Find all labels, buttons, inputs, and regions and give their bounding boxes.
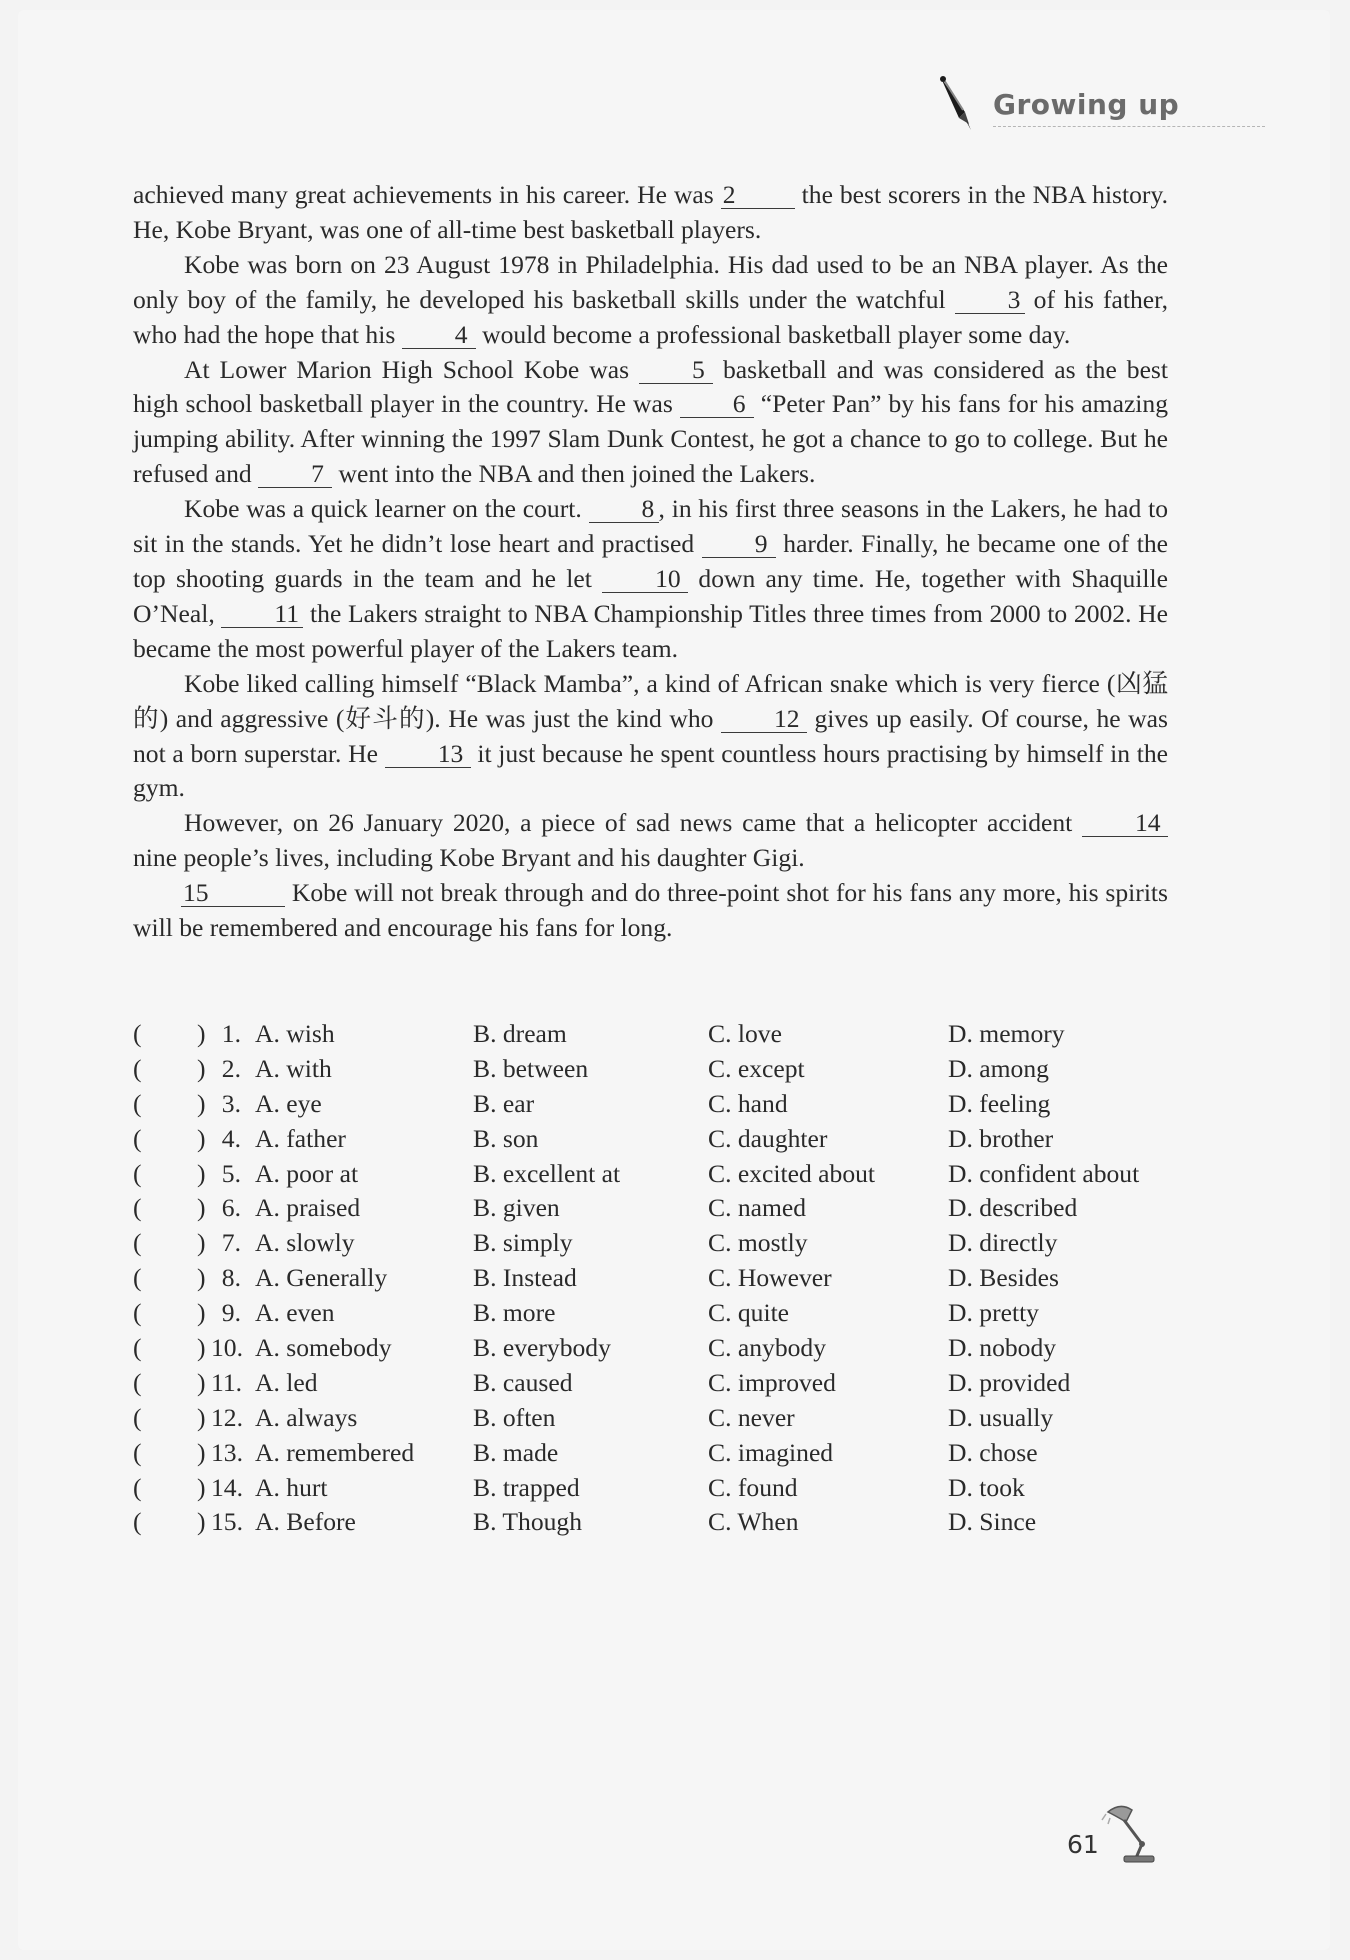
question-number: 11. [211, 1367, 243, 1397]
question-number: 3. [221, 1088, 241, 1118]
option-c[interactable]: C. quite [708, 1298, 790, 1328]
answer-paren-close: ) [197, 1123, 206, 1153]
chapter-header [935, 78, 1330, 130]
passage-text: Kobe was a quick learner on the court. [184, 494, 589, 524]
option-a[interactable]: A. always [255, 1402, 358, 1432]
answer-paren-open[interactable]: ( [133, 1158, 142, 1188]
paragraph [133, 353, 1168, 493]
blank-7[interactable]: 7 [258, 461, 332, 488]
header-rule [993, 126, 1265, 127]
answer-paren-close: ) [197, 1193, 206, 1223]
question-row [133, 1017, 1193, 1052]
option-c[interactable]: C. mostly [708, 1228, 808, 1258]
answer-paren-close: ) [197, 1472, 206, 1502]
question-number: 4. [221, 1123, 241, 1153]
option-d[interactable]: D. Besides [948, 1263, 1059, 1293]
option-c[interactable]: C. However [708, 1263, 832, 1293]
option-a[interactable]: A. hurt [255, 1472, 328, 1502]
passage-text: would become a professional basketball player some day. [475, 319, 1071, 349]
option-a[interactable]: A. Generally [255, 1263, 388, 1293]
option-c[interactable]: C. improved [708, 1367, 836, 1397]
answer-paren-close: ) [197, 1263, 206, 1293]
option-a[interactable]: A. praised [255, 1193, 361, 1223]
option-c[interactable]: C. never [708, 1402, 795, 1432]
passage-text: Kobe liked calling himself “Black Mamba”, a kind of African snake which is very fierce (凶猛的) and aggressive (好斗的). He was just the kind who [133, 668, 1168, 733]
question-row [133, 1261, 1193, 1296]
answer-paren-close: ) [197, 1402, 206, 1432]
answer-paren-close: ) [197, 1367, 206, 1397]
passage-text: nine people’s lives, including Kobe Bryant and his daughter Gigi. [133, 843, 805, 873]
passage-text: the best scorers in the NBA history. He, Kobe Bryant, was one of all-time best basketball players. [133, 180, 1168, 244]
option-d[interactable]: D. described [948, 1193, 1078, 1223]
answer-paren-close: ) [197, 1158, 206, 1188]
blank-9[interactable]: 9 [702, 531, 776, 558]
option-c[interactable]: C. daughter [708, 1123, 828, 1153]
option-a[interactable]: A. led [255, 1367, 318, 1397]
answer-paren-open[interactable]: ( [133, 1367, 142, 1397]
passage-text: achieved many great achievements in his career. He was [133, 180, 721, 209]
answer-paren-close: ) [197, 1507, 206, 1537]
option-a[interactable]: A. somebody [255, 1333, 392, 1363]
answer-paren-open[interactable]: ( [133, 1263, 142, 1293]
blank-11[interactable]: 11 [221, 601, 303, 628]
option-b[interactable]: B. son [473, 1123, 539, 1153]
option-a[interactable]: A. slowly [255, 1228, 355, 1258]
option-b[interactable]: B. dream [473, 1019, 567, 1048]
paragraph [133, 806, 1168, 876]
option-a[interactable]: A. father [255, 1123, 346, 1153]
passage-text: , in his first three seasons in the Lakers, he had to sit in the stands. Yet he didn’t lose heart and practised [133, 494, 1168, 559]
question-row [133, 1087, 1193, 1122]
option-a[interactable]: A. with [255, 1053, 332, 1083]
passage-text: the Lakers straight to NBA Championship Titles three times from 2000 to 2002. He became the most powerful player of the Lakers team. [133, 598, 1168, 663]
option-c[interactable]: C. When [708, 1507, 799, 1537]
option-b[interactable]: B. often [473, 1402, 556, 1432]
answer-paren-close: ) [197, 1228, 206, 1258]
passage-text: harder. Finally, he became one of the top shooting guards in the team and he let [133, 529, 1168, 593]
question-number: 1. [221, 1019, 241, 1048]
paragraph [133, 248, 1168, 353]
blank-2[interactable]: 2 [721, 182, 795, 209]
passage-text: “Peter Pan” by his fans for his amazing jumping ability. After winning the 1997 Slam Dunk Contest, he got a chance to go to college. But he refused and [133, 389, 1169, 489]
question-number: 10. [211, 1333, 243, 1363]
question-number: 5. [221, 1158, 241, 1188]
paragraph [133, 667, 1168, 807]
blank-13[interactable]: 13 [385, 741, 471, 768]
option-c[interactable]: C. imagined [708, 1437, 834, 1467]
option-d[interactable]: D. memory [948, 1019, 1065, 1048]
blank-3[interactable]: 3 [955, 287, 1025, 314]
passage-text: down any time. He, together with Shaquille O’Neal, [133, 563, 1168, 628]
answer-paren-open[interactable]: ( [133, 1507, 142, 1537]
option-c[interactable]: C. except [708, 1053, 805, 1083]
passage-text: basketball and was considered as the best high school basketball player in the country. He was [133, 354, 1168, 419]
option-c[interactable]: C. hand [708, 1088, 788, 1118]
question-row [133, 1157, 1193, 1192]
passage-text: went into the NBA and then joined the Lakers. [332, 459, 816, 489]
option-d[interactable]: D. nobody [948, 1333, 1057, 1363]
option-c[interactable]: C. anybody [708, 1333, 827, 1363]
page-number: 61 [1067, 1830, 1099, 1859]
option-c[interactable]: C. found [708, 1472, 798, 1502]
answer-paren-open[interactable]: ( [133, 1019, 142, 1048]
blank-15[interactable]: 15 [181, 880, 285, 907]
answer-paren-open[interactable]: ( [133, 1123, 142, 1153]
question-number: 14. [211, 1472, 243, 1502]
pen-icon [935, 74, 981, 134]
question-number: 7. [221, 1228, 241, 1258]
question-number: 8. [221, 1263, 241, 1293]
question-row [133, 1122, 1193, 1157]
paragraph [133, 876, 1168, 946]
answer-paren-open[interactable]: ( [133, 1298, 142, 1328]
answer-paren-open[interactable]: ( [133, 1088, 142, 1118]
answer-paren-open[interactable]: ( [133, 1472, 142, 1502]
answer-paren-open[interactable]: ( [133, 1053, 142, 1083]
option-c[interactable]: C. excited about [708, 1158, 876, 1188]
option-c[interactable]: C. love [708, 1019, 782, 1048]
option-b[interactable]: B. between [473, 1053, 589, 1083]
option-b[interactable]: B. everybody [473, 1333, 611, 1363]
question-options [133, 1017, 1193, 1540]
passage-text: At Lower Marion High School Kobe was [184, 354, 640, 384]
option-a[interactable]: A. wish [255, 1019, 335, 1048]
option-b[interactable]: B. trapped [473, 1472, 580, 1502]
question-number: 9. [221, 1298, 241, 1328]
passage-text: Kobe was born on 23 August 1978 in Philadelphia. His dad used to be an NBA player. As the only boy of the family, he developed his basketball skills under the watchful [133, 249, 1168, 314]
answer-paren-close: ) [197, 1019, 206, 1048]
chapter-title: Growing up [993, 88, 1180, 121]
option-d[interactable]: D. pretty [948, 1298, 1039, 1328]
question-number: 13. [211, 1437, 243, 1467]
option-b[interactable]: B. ear [473, 1088, 535, 1118]
option-b[interactable]: B. Instead [473, 1263, 577, 1293]
option-b[interactable]: B. more [473, 1298, 556, 1328]
question-row [133, 1401, 1193, 1436]
answer-paren-close: ) [197, 1333, 206, 1363]
question-number: 12. [211, 1402, 243, 1432]
option-a[interactable]: A. Before [255, 1507, 356, 1537]
question-number: 6. [221, 1193, 241, 1223]
answer-paren-open[interactable]: ( [133, 1333, 142, 1363]
option-d[interactable]: D. brother [948, 1123, 1054, 1153]
passage-text: it just because he spent countless hours practising by himself in the gym. [133, 738, 1168, 803]
option-d[interactable]: D. provided [948, 1367, 1071, 1397]
paragraph [133, 178, 1168, 248]
blank-8[interactable]: 8 [589, 496, 659, 523]
question-row [133, 1052, 1193, 1087]
option-b[interactable]: B. caused [473, 1367, 573, 1397]
option-a[interactable]: A. remembered [255, 1437, 415, 1467]
option-b[interactable]: B. Though [473, 1507, 583, 1537]
option-b[interactable]: B. excellent at [473, 1158, 621, 1188]
answer-paren-open[interactable]: ( [133, 1402, 142, 1432]
answer-paren-open[interactable]: ( [133, 1437, 142, 1467]
question-row [133, 1471, 1193, 1506]
answer-paren-close: ) [197, 1053, 206, 1083]
blank-12[interactable]: 12 [721, 706, 807, 733]
answer-paren-close: ) [197, 1088, 206, 1118]
passage-text: of his father, who had the hope that his [133, 284, 1168, 349]
answer-paren-close: ) [197, 1437, 206, 1467]
passage-text: gives up easily. Of course, he was not a born superstar. He [133, 703, 1168, 768]
blank-5[interactable]: 5 [639, 357, 713, 384]
answer-paren-close: ) [197, 1298, 206, 1328]
option-b[interactable]: B. given [473, 1193, 560, 1223]
option-d[interactable]: D. chose [948, 1437, 1038, 1467]
option-d[interactable]: D. took [948, 1472, 1025, 1502]
option-d[interactable]: D. among [948, 1053, 1049, 1083]
option-b[interactable]: B. simply [473, 1228, 573, 1258]
blank-10[interactable]: 10 [602, 566, 688, 593]
option-a[interactable]: A. even [255, 1298, 335, 1328]
option-a[interactable]: A. eye [255, 1088, 322, 1118]
desk-lamp-icon [1098, 1800, 1168, 1866]
question-number: 2. [221, 1053, 241, 1083]
answer-paren-open[interactable]: ( [133, 1193, 142, 1223]
paragraph [133, 492, 1168, 667]
option-d[interactable]: D. Since [948, 1507, 1037, 1537]
question-row [133, 1226, 1193, 1261]
option-d[interactable]: D. feeling [948, 1088, 1051, 1118]
option-d[interactable]: D. confident about [948, 1158, 1140, 1188]
option-c[interactable]: C. named [708, 1193, 807, 1223]
blank-6[interactable]: 6 [680, 391, 754, 418]
question-row [133, 1436, 1193, 1471]
question-number: 15. [211, 1507, 243, 1537]
blank-14[interactable]: 14 [1082, 810, 1168, 837]
question-row [133, 1366, 1193, 1401]
option-a[interactable]: A. poor at [255, 1158, 359, 1188]
question-row [133, 1296, 1193, 1331]
question-row [133, 1331, 1193, 1366]
question-row [133, 1191, 1193, 1226]
cloze-passage [133, 178, 1168, 946]
blank-4[interactable]: 4 [402, 322, 476, 349]
passage-text: Kobe will not break through and do three-point shot for his fans any more, his spirits will be remembered and encourage his fans for long. [133, 878, 1168, 943]
passage-text: However, on 26 January 2020, a piece of sad news came that a helicopter accident [184, 808, 1082, 838]
question-row [133, 1505, 1193, 1540]
answer-paren-open[interactable]: ( [133, 1228, 142, 1258]
option-d[interactable]: D. directly [948, 1228, 1058, 1258]
option-b[interactable]: B. made [473, 1437, 559, 1467]
option-d[interactable]: D. usually [948, 1402, 1054, 1432]
